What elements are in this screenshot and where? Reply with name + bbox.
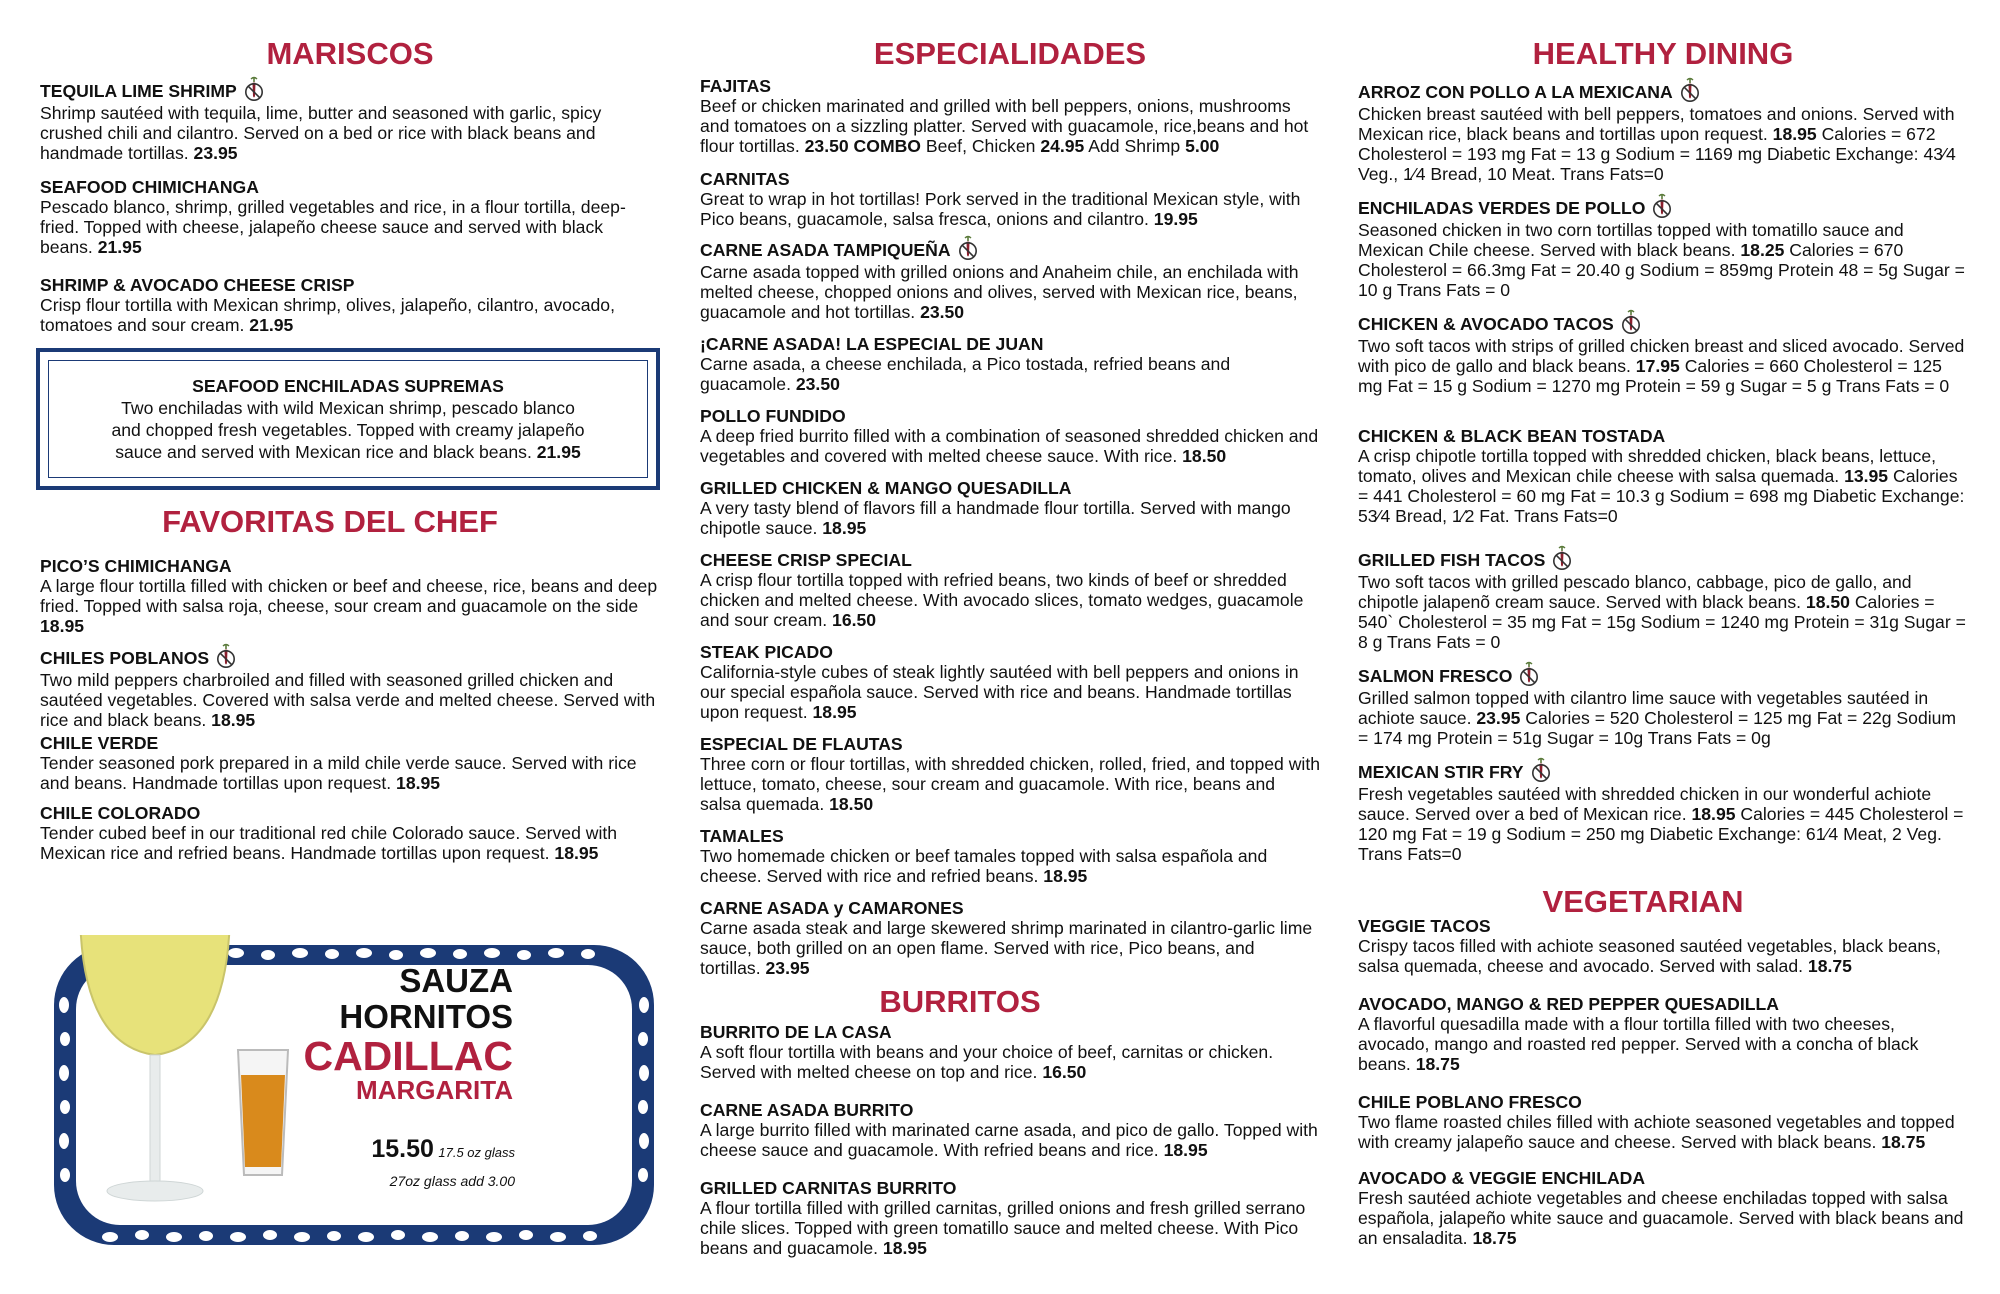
menu-item: [700, 1022, 1320, 1082]
item-desc: Crisp flour tortilla with Mexican shrimp, olives, jalapeño, cilantro, avocado, tomatoes and sour cream.: [40, 295, 615, 335]
item-price: 18.95: [1163, 1140, 1208, 1160]
item-price: 23.50: [804, 136, 849, 156]
item-price: 23.95: [765, 958, 810, 978]
no-pepper-icon: [1551, 544, 1573, 572]
item-desc: Carne asada, a cheese enchilada, a Pico tostada, refried beans and guacamole.: [700, 354, 1231, 394]
item-name: CARNE ASADA BURRITO: [700, 1100, 914, 1120]
item-desc: Three corn or flour tortillas, with shredded chicken, rolled, fried, and topped with lettuce, tomato, cheese, sour cream and guacamole. With rice, beans and salsa quemada.: [700, 754, 1321, 814]
menu-item: [1358, 544, 1968, 652]
menu-item: [1358, 916, 1968, 976]
menu-item: [700, 334, 1320, 394]
item-desc: A crisp flour tortilla topped with refried beans, two kinds of beef or shredded chicken and melted cheese. With avocado slices, tomato wedges, guacamole and sour cream.: [700, 570, 1304, 630]
item-name: CARNITAS: [700, 169, 790, 189]
item-combo: COMBO: [853, 136, 921, 156]
no-pepper-icon: [1620, 308, 1642, 336]
item-name: SEAFOOD CHIMICHANGA: [40, 177, 259, 197]
item-price: 18.95: [1043, 866, 1088, 886]
item-desc: Two flame roasted chiles filled with achiote seasoned vegetables and topped with creamy jalapeño sauce and cheese. Served with black beans.: [1358, 1112, 1955, 1152]
item-nutrition: Calories = 441 Cholesterol = 60 mg Fat = 10.3 g Sodium = 698 mg Diabetic Exchange: 53⁄4 Bread, 1⁄2 Fat. Trans Fats=0: [1358, 466, 1965, 526]
item-price: 18.50: [1805, 592, 1850, 612]
item-name: ARROZ CON POLLO A LA MEXICANA: [1358, 82, 1673, 102]
item-name: SALMON FRESCO: [1358, 666, 1513, 686]
menu-item: [1358, 308, 1968, 396]
no-pepper-icon: [1651, 192, 1673, 220]
item-desc: Chicken breast sautéed with bell peppers, tomatoes and onions. Served with Mexican rice, black beans and tortillas upon request.: [1358, 104, 1955, 144]
item-name: CHILES POBLANOS: [40, 648, 210, 668]
menu-item: [700, 406, 1320, 466]
special-name: SEAFOOD ENCHILADAS SUPREMAS: [192, 376, 504, 396]
margarita-line3: CADILLAC: [303, 1033, 513, 1079]
item-name: POLLO FUNDIDO: [700, 406, 846, 426]
item-price: 13.95: [1844, 466, 1889, 486]
menu-item: [1358, 994, 1968, 1074]
item-price: 18.75: [1415, 1054, 1460, 1074]
item-desc: A deep fried burrito filled with a combination of seasoned shredded chicken and vegetables and covered with melted cheese sauce. With rice.: [700, 426, 1319, 466]
item-desc: A crisp chipotle tortilla topped with shredded chicken, black beans, lettuce, tomato, olives and Mexican chile cheese with salsa quemada.: [1358, 446, 1936, 486]
menu-item: [40, 275, 660, 335]
item-desc: Carne asada topped with grilled onions and Anaheim chile, an enchilada with melted cheese, chopped onions and olives, served with Mexican rice, beans, guacamole and hot tortillas.: [700, 262, 1299, 322]
margarita-price-row: [340, 1135, 515, 1164]
section-title-especialidades: ESPECIALIDADES: [873, 36, 1147, 71]
item-desc: Beef or chicken marinated and grilled with bell peppers, onions, mushrooms and tomatoes on a sizzling platter. Served with guacamole, rice,beans and hot flour tortillas.: [700, 96, 1309, 156]
item-name: CARNE ASADA y CAMARONES: [700, 898, 964, 918]
section-title-favoritas: FAVORITAS DEL CHEF: [162, 504, 498, 539]
item-desc: A flour tortilla filled with grilled carnitas, grilled onions and fresh grilled serrano chile slices. Topped with green tomatillo sauce and melted cheese. With Pico beans and guacamole.: [700, 1198, 1306, 1258]
item-name: AVOCADO & VEGGIE ENCHILADA: [1358, 1168, 1646, 1188]
item-combo-price: 24.95: [1040, 136, 1085, 156]
margarita-promo: [50, 935, 660, 1255]
item-price: 18.75: [1881, 1132, 1926, 1152]
item-desc: Two mild peppers charbroiled and filled with seasoned grilled chicken and sautéed vegetables. Covered with salsa verde and melted cheese. Served with rice and black beans.: [40, 670, 656, 730]
featured-special: [48, 360, 648, 478]
menu-item: [1358, 76, 1968, 184]
section-title-burritos: BURRITOS: [879, 984, 1041, 1019]
menu-item: [700, 1100, 1320, 1160]
item-name: STEAK PICADO: [700, 642, 833, 662]
item-name: CHILE POBLANO FRESCO: [1358, 1092, 1582, 1112]
margarita-price: 15.50: [371, 1135, 434, 1163]
item-name: FAJITAS: [700, 76, 772, 96]
no-pepper-icon: [1518, 660, 1540, 688]
menu-item: [700, 826, 1320, 886]
special-desc: Two enchiladas with wild Mexican shrimp, pescado blanco and chopped fresh vegetables. Topped with creamy jalapeño sauce and served with Mexican rice and black beans.: [111, 398, 585, 462]
item-desc: A very tasty blend of flavors fill a handmade flour tortilla. Served with mango chipotle sauce.: [700, 498, 1291, 538]
item-name: TAMALES: [700, 826, 784, 846]
section-title-healthy: HEALTHY DINING: [1532, 36, 1794, 71]
item-name: CARNE ASADA TAMPIQUEÑA: [700, 240, 951, 260]
margarita-size: 17.5 oz glass: [438, 1145, 515, 1160]
item-price: 18.95: [882, 1238, 927, 1258]
item-price: 18.95: [1772, 124, 1817, 144]
item-desc: Two soft tacos with grilled pescado blanco, cabbage, pico de gallo, and chipotle jalapenõ cream sauce. Served with black beans.: [1358, 572, 1912, 612]
item-name: ENCHILADAS VERDES DE POLLO: [1358, 198, 1646, 218]
margarita-line4: MARGARITA: [356, 1075, 513, 1105]
item-nutrition: Calories = 540` Cholesterol = 35 mg Fat = 15g Sodium = 1240 mg Protein = 31g Sugar = 8 g Trans Fats = 0: [1358, 592, 1966, 652]
menu-item: [40, 803, 660, 863]
item-name: MEXICAN STIR FRY: [1358, 762, 1524, 782]
item-price: 23.50: [795, 374, 840, 394]
menu-item: [1358, 1168, 1968, 1248]
item-desc: Tender seasoned pork prepared in a mild chile verde sauce. Served with rice and beans. Handmade tortillas upon request.: [40, 753, 637, 793]
item-desc: Two soft tacos with strips of grilled chicken breast and sliced avocado. Served with pico de gallo and black beans.: [1358, 336, 1965, 376]
item-name: SHRIMP & AVOCADO CHEESE CRISP: [40, 275, 355, 295]
item-name: CHILE VERDE: [40, 733, 159, 753]
menu-item: [700, 898, 1320, 978]
item-price: 21.95: [249, 315, 294, 335]
item-nutrition: Calories = 672 Cholesterol = 193 mg Fat = 13 g Sodium = 1169 mg Diabetic Exchange: 43⁄4 Veg., 1⁄4 Bread, 10 Meat. Trans Fats=0: [1358, 124, 1956, 184]
item-price: 19.95: [1153, 209, 1198, 229]
featured-special-box: [36, 348, 660, 490]
item-desc: Seasoned chicken in two corn tortillas topped with tomatillo sauce and Mexican Chile cheese. Served with black beans.: [1358, 220, 1904, 260]
item-desc: Great to wrap in hot tortillas! Pork served in the traditional Mexican style, with Pico beans, guacamole, salsa fresca, onions and cilantro.: [700, 189, 1301, 229]
item-price: 18.95: [554, 843, 599, 863]
item-name: GRILLED FISH TACOS: [1358, 550, 1546, 570]
item-desc: Pescado blanco, shrimp, grilled vegetables and rice, in a flour tortilla, deep-fried. Topped with cheese, jalapeño cheese sauce and served with black beans.: [40, 197, 626, 257]
menu-item: [700, 478, 1320, 538]
item-name: CHICKEN & BLACK BEAN TOSTADA: [1358, 426, 1666, 446]
no-pepper-icon: [957, 234, 979, 262]
item-price: 18.95: [1691, 804, 1736, 824]
item-price: 18.75: [1472, 1228, 1517, 1248]
item-name: GRILLED CARNITAS BURRITO: [700, 1178, 957, 1198]
item-price: 18.75: [1807, 956, 1852, 976]
item-price: 18.25: [1740, 240, 1785, 260]
margarita-line1: SAUZA: [399, 962, 513, 999]
menu-item: [40, 733, 660, 793]
item-desc: A soft flour tortilla with beans and your choice of beef, carnitas or chicken. Served with melted cheese on top and rice.: [700, 1042, 1274, 1082]
menu-item: [700, 1178, 1320, 1258]
menu-item: [1358, 756, 1968, 864]
section-title-mariscos: MARISCOS: [266, 36, 434, 71]
menu-item: [1358, 192, 1968, 300]
item-desc: A large burrito filled with marinated carne asada, and pico de gallo. Topped with cheese sauce and guacamole. With refried beans and rice.: [700, 1120, 1318, 1160]
margarita-upsize: 27oz glass add 3.00: [389, 1173, 515, 1189]
menu-item: [1358, 660, 1968, 748]
margarita-text: [290, 963, 513, 1103]
item-price: 23.50: [920, 302, 965, 322]
item-desc: Crispy tacos filled with achiote seasoned sautéed vegetables, black beans, salsa quemada, cheese and avocado. Served with salad.: [1358, 936, 1941, 976]
menu-item: [700, 76, 1320, 156]
item-price: 18.95: [822, 518, 867, 538]
menu-item: [700, 234, 1320, 322]
item-addon: Add Shrimp: [1088, 136, 1181, 156]
margarita-line2: HORNITOS: [339, 998, 513, 1035]
item-name: PICO’S CHIMICHANGA: [40, 556, 232, 576]
item-price: 17.95: [1635, 356, 1680, 376]
item-name: VEGGIE TACOS: [1358, 916, 1491, 936]
menu-item: [700, 169, 1320, 229]
item-name: TEQUILA LIME SHRIMP: [40, 81, 237, 101]
item-name: GRILLED CHICKEN & MANGO QUESADILLA: [700, 478, 1072, 498]
item-addon-price: 5.00: [1185, 136, 1220, 156]
item-nutrition: Calories = 445 Cholesterol = 120 mg Fat = 19 g Sodium = 250 mg Diabetic Exchange: 61⁄4 Meat, 2 Veg. Trans Fats=0: [1358, 804, 1964, 864]
no-pepper-icon: [215, 642, 237, 670]
item-desc: A flavorful quesadilla made with a flour tortilla filled with two cheeses, avocado, mango and roasted red pepper. Served with a concha of black beans.: [1358, 1014, 1919, 1074]
menu-item: [40, 642, 660, 730]
item-nutrition: Calories = 660 Cholesterol = 125 mg Fat = 15 g Sodium = 1270 mg Protein = 59 g Sugar = 5 g Trans Fats = 0: [1358, 356, 1950, 396]
no-pepper-icon: [243, 75, 265, 103]
menu-item: [1358, 1092, 1968, 1152]
menu-item: [700, 642, 1320, 722]
section-title-vegetarian: VEGETARIAN: [1542, 884, 1744, 919]
item-desc: Tender cubed beef in our traditional red chile Colorado sauce. Served with Mexican rice and refried beans. Handmade tortillas upon request.: [40, 823, 618, 863]
menu-item: [40, 75, 660, 163]
item-desc: Fresh vegetables sautéed with shredded chicken in our wonderful achiote sauce. Served over a bed of Mexican rice.: [1358, 784, 1932, 824]
no-pepper-icon: [1679, 76, 1701, 104]
item-name: CHEESE CRISP SPECIAL: [700, 550, 912, 570]
item-name: CHICKEN & AVOCADO TACOS: [1358, 314, 1614, 334]
item-name: ¡CARNE ASADA! LA ESPECIAL DE JUAN: [700, 334, 1044, 354]
item-name: CHILE COLORADO: [40, 803, 201, 823]
menu-item: [700, 734, 1320, 814]
item-desc: Shrimp sautéed with tequila, lime, butter and seasoned with garlic, spicy crushed chili and cilantro. Served on a bed or rice with black beans and handmade tortillas.: [40, 103, 602, 163]
item-nutrition: Calories = 520 Cholesterol = 125 mg Fat = 22g Sodium = 174 mg Protein = 51g Sugar = 10g Trans Fats = 0g: [1358, 708, 1957, 748]
special-price: 21.95: [536, 442, 581, 462]
item-price: 18.50: [829, 794, 874, 814]
menu-item: [40, 177, 660, 257]
menu-item: [700, 550, 1320, 630]
no-pepper-icon: [1530, 756, 1552, 784]
item-price: 23.95: [193, 143, 238, 163]
item-desc: Carne asada steak and large skewered shrimp marinated in cilantro-garlic lime sauce, both grilled on an open flame. Served with rice, Pico beans, and tortillas.: [700, 918, 1313, 978]
item-price: 18.50: [1182, 446, 1227, 466]
item-price: 18.95: [396, 773, 441, 793]
item-combo-desc: Beef, Chicken: [925, 136, 1036, 156]
item-price: 23.95: [1476, 708, 1521, 728]
item-nutrition: Calories = 670 Cholesterol = 66.3mg Fat = 20.40 g Sodium = 859mg Protein 48 = 5g Sugar = 10 g Trans Fats = 0: [1358, 240, 1965, 300]
item-desc: Two homemade chicken or beef tamales topped with salsa española and cheese. Served with rice and refried beans.: [700, 846, 1268, 886]
item-price: 21.95: [97, 237, 142, 257]
menu-item: [40, 556, 660, 636]
item-name: BURRITO DE LA CASA: [700, 1022, 892, 1042]
item-price: 18.95: [812, 702, 857, 722]
item-desc: Fresh sautéed achiote vegetables and cheese enchiladas topped with salsa española, jalapeño white sauce and guacamole. Served with black beans and an ensaladita.: [1358, 1188, 1964, 1248]
item-desc: A large flour tortilla filled with chicken or beef and cheese, rice, beans and deep fried. Topped with salsa roja, cheese, sour cream and guacamole on the side: [40, 576, 658, 616]
item-desc: Grilled salmon topped with cilantro lime sauce with vegetables sautéed in achiote sauce.: [1358, 688, 1929, 728]
item-price: 18.95: [211, 710, 256, 730]
item-price: 16.50: [832, 610, 877, 630]
menu-item: [1358, 426, 1968, 526]
item-price: 18.95: [40, 616, 85, 636]
item-desc: California-style cubes of steak lightly sautéed with bell peppers and onions in our special española sauce. Served with rice and beans. Handmade tortillas upon request.: [700, 662, 1299, 722]
item-name: AVOCADO, MANGO & RED PEPPER QUESADILLA: [1358, 994, 1779, 1014]
item-price: 16.50: [1042, 1062, 1087, 1082]
item-name: ESPECIAL DE FLAUTAS: [700, 734, 903, 754]
